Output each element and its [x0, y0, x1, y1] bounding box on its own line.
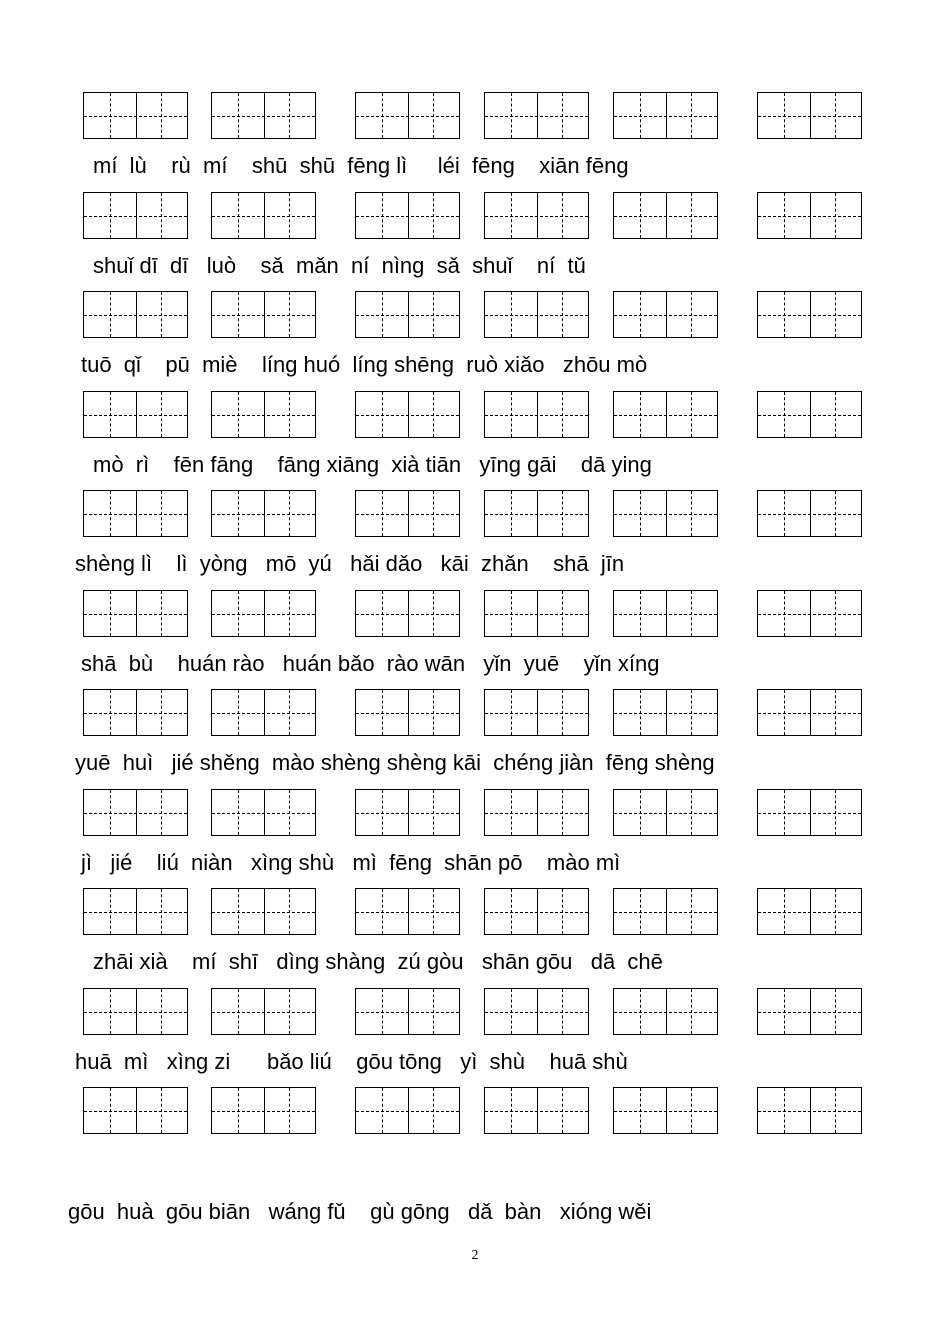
- pinyin-line-6: shā bù huán rào huán bǎo rào wān yǐn yuē yǐn xíng: [81, 651, 660, 676]
- writing-box: [83, 590, 188, 637]
- writing-box: [484, 490, 589, 537]
- writing-box: [613, 192, 718, 239]
- writing-box: [211, 888, 316, 935]
- writing-box: [211, 988, 316, 1035]
- writing-box: [211, 590, 316, 637]
- writing-box: [83, 92, 188, 139]
- writing-box: [757, 590, 862, 637]
- writing-box: [484, 291, 589, 338]
- writing-box: [613, 1087, 718, 1134]
- pinyin-line-10: huā mì xìng zi bǎo liú gōu tōng yì shù huā shù: [75, 1049, 628, 1074]
- writing-box: [211, 490, 316, 537]
- writing-box: [83, 1087, 188, 1134]
- writing-box: [757, 391, 862, 438]
- writing-box: [484, 192, 589, 239]
- pinyin-line-7: yuē huì jié shěng mào shèng shèng kāi chéng jiàn fēng shèng: [75, 750, 715, 775]
- writing-box: [83, 689, 188, 736]
- writing-box: [613, 689, 718, 736]
- writing-box: [613, 490, 718, 537]
- writing-box: [211, 192, 316, 239]
- writing-box: [757, 92, 862, 139]
- pinyin-line-3: tuō qǐ pū miè líng huó líng shēng ruò xiǎo zhōu mò: [81, 352, 648, 377]
- writing-box: [484, 888, 589, 935]
- writing-box: [613, 789, 718, 836]
- writing-box: [355, 92, 460, 139]
- writing-box: [484, 590, 589, 637]
- writing-box: [83, 490, 188, 537]
- writing-box: [484, 988, 589, 1035]
- writing-box: [83, 888, 188, 935]
- writing-box: [355, 192, 460, 239]
- writing-box: [355, 689, 460, 736]
- writing-box: [83, 988, 188, 1035]
- writing-box: [83, 789, 188, 836]
- writing-box: [757, 192, 862, 239]
- writing-box: [757, 888, 862, 935]
- writing-box: [211, 689, 316, 736]
- writing-box: [211, 291, 316, 338]
- writing-box: [757, 1087, 862, 1134]
- writing-box: [355, 888, 460, 935]
- writing-box: [613, 888, 718, 935]
- writing-box: [211, 1087, 316, 1134]
- writing-box: [757, 490, 862, 537]
- writing-box: [613, 391, 718, 438]
- writing-box: [757, 988, 862, 1035]
- page-number: 2: [471, 1248, 479, 1263]
- writing-box: [613, 590, 718, 637]
- writing-box: [757, 789, 862, 836]
- writing-box: [211, 789, 316, 836]
- writing-box: [83, 192, 188, 239]
- writing-box: [484, 789, 589, 836]
- writing-box: [355, 391, 460, 438]
- writing-box: [355, 291, 460, 338]
- pinyin-line-2: shuǐ dī dī luò sǎ mǎn ní nìng sǎ shuǐ ní tǔ: [93, 253, 586, 278]
- writing-box: [355, 1087, 460, 1134]
- writing-box: [484, 1087, 589, 1134]
- writing-box: [613, 92, 718, 139]
- writing-box: [484, 92, 589, 139]
- writing-box: [613, 988, 718, 1035]
- pinyin-line-11: gōu huà gōu biān wáng fǔ gù gōng dǎ bàn xióng wěi: [68, 1199, 652, 1224]
- writing-box: [211, 391, 316, 438]
- pinyin-line-4: mò rì fēn fāng fāng xiāng xià tiān yīng gāi dā ying: [93, 452, 652, 477]
- writing-box: [757, 689, 862, 736]
- pinyin-line-5: shèng lì lì yòng mō yú hǎi dǎo kāi zhǎn shā jīn: [75, 551, 625, 576]
- pinyin-line-8: jì jié liú niàn xìng shù mì fēng shān pō mào mì: [81, 850, 621, 875]
- writing-box: [355, 789, 460, 836]
- writing-box: [83, 291, 188, 338]
- writing-box: [211, 92, 316, 139]
- writing-box: [613, 291, 718, 338]
- writing-box: [355, 490, 460, 537]
- pinyin-line-1: mí lù rù mí shū shū fēng lì léi fēng xiān fēng: [93, 153, 629, 178]
- writing-box: [484, 391, 589, 438]
- pinyin-line-9: zhāi xià mí shī dìng shàng zú gòu shān gōu dā chē: [93, 949, 663, 974]
- writing-box: [484, 689, 589, 736]
- writing-box: [355, 988, 460, 1035]
- writing-box: [757, 291, 862, 338]
- writing-box: [83, 391, 188, 438]
- writing-box: [355, 590, 460, 637]
